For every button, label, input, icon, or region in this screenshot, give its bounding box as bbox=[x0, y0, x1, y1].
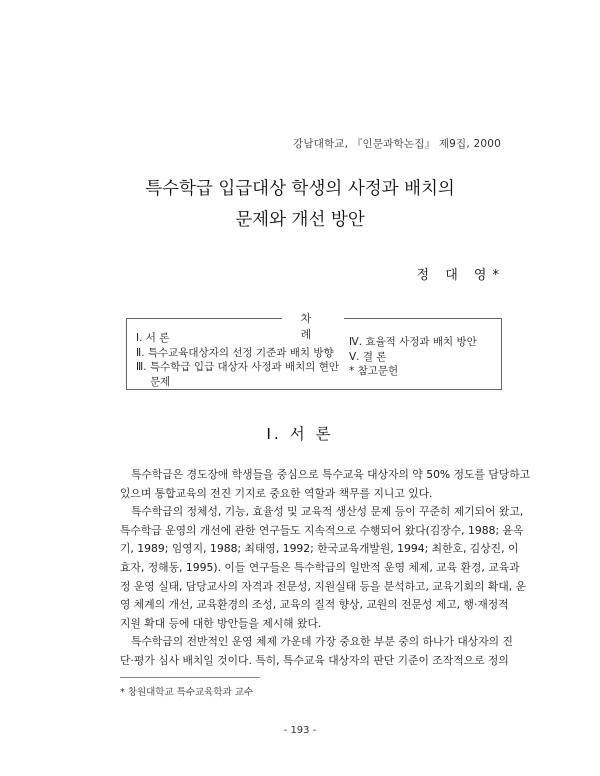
title-line-2: 문제와 개선 방안 bbox=[235, 210, 365, 230]
toc-item: Ⅴ. 결 론 bbox=[349, 350, 387, 363]
footnote-divider bbox=[120, 677, 260, 678]
body-line: 특수학급의 정체성, 기능, 효율성 및 교육적 생산성 문제 등이 꾸준히 제기되어 왔고, bbox=[131, 505, 524, 519]
toc-item: Ⅳ. 효율적 사정과 배치 방안 bbox=[349, 336, 477, 348]
body-line: 특수학급 운영의 개선에 관한 연구들도 지속적으로 수행되어 왔다(김장수, 1988; 윤옥 bbox=[120, 523, 524, 537]
toc-item: * 참고문헌 bbox=[349, 365, 399, 377]
title-line-1: 특수학급 입급대상 학생의 사정과 배치의 bbox=[145, 179, 455, 199]
body-line: 특수학급의 전반적인 운영 체제 가운데 가장 중요한 부분 중의 하나가 대상자의 진 bbox=[131, 635, 513, 649]
toc-item: Ⅰ. 서 론 bbox=[136, 332, 170, 344]
toc-right-column bbox=[349, 335, 499, 379]
body-line: 있으며 통합교육의 전진 기지로 중요한 역할과 책무를 지니고 있다. bbox=[120, 486, 433, 500]
journal-citation: 강남대학교, 『인문과학논집』 제9집, 2000 bbox=[293, 138, 501, 150]
toc-left-column bbox=[136, 331, 340, 389]
table-of-contents bbox=[126, 312, 502, 390]
body-line: 기, 1989; 임영지, 1988; 최태영, 1992; 한국교육개발원, 1994; 최한호, 김상진, 이 bbox=[120, 542, 519, 556]
body-line: 특수학급은 경도장애 학생들을 중심으로 특수교육 대상자의 약 50% 정도를 담당하고 bbox=[131, 468, 531, 481]
article-title bbox=[0, 174, 600, 236]
body-text bbox=[120, 466, 531, 671]
body-line: 효자, 정해동, 1995). 이들 연구들은 특수학급의 일반적 운영 체제, 교육 환경, 교육과 bbox=[120, 560, 520, 574]
page-number: - 193 - bbox=[283, 725, 317, 736]
body-line: 단·평가 심사 배치일 것이다. 특히, 특수교육 대상자의 판단 기준이 조작적으로 정의 bbox=[120, 653, 509, 667]
toc-item: Ⅱ. 특수교육대상자의 선정 기준과 배치 방향 bbox=[136, 346, 334, 359]
toc-item: Ⅲ. 특수학급 입급 대상자 사정과 배치의 현안 bbox=[136, 361, 340, 373]
footnote: * 창원대학교 특수교육학과 교수 bbox=[120, 687, 254, 698]
toc-heading: 차 례 bbox=[282, 310, 344, 342]
body-line: 영 체계의 개선, 교육환경의 조성, 교육의 질적 향상, 교원의 전문성 제고, 행·재정적 bbox=[120, 598, 509, 612]
body-line: 지원 확대 등에 대한 방안들을 제시해 왔다. bbox=[120, 616, 322, 630]
body-line: 정 운영 실태, 담당교사의 자격과 전문성, 지원실태 등을 분석하고, 교육기회의 확대, 운 bbox=[120, 579, 527, 593]
toc-item-continuation: 문제 bbox=[150, 375, 171, 388]
section-heading: Ⅰ. 서 론 bbox=[266, 425, 334, 443]
author-name: 정 대 영* bbox=[416, 268, 505, 283]
